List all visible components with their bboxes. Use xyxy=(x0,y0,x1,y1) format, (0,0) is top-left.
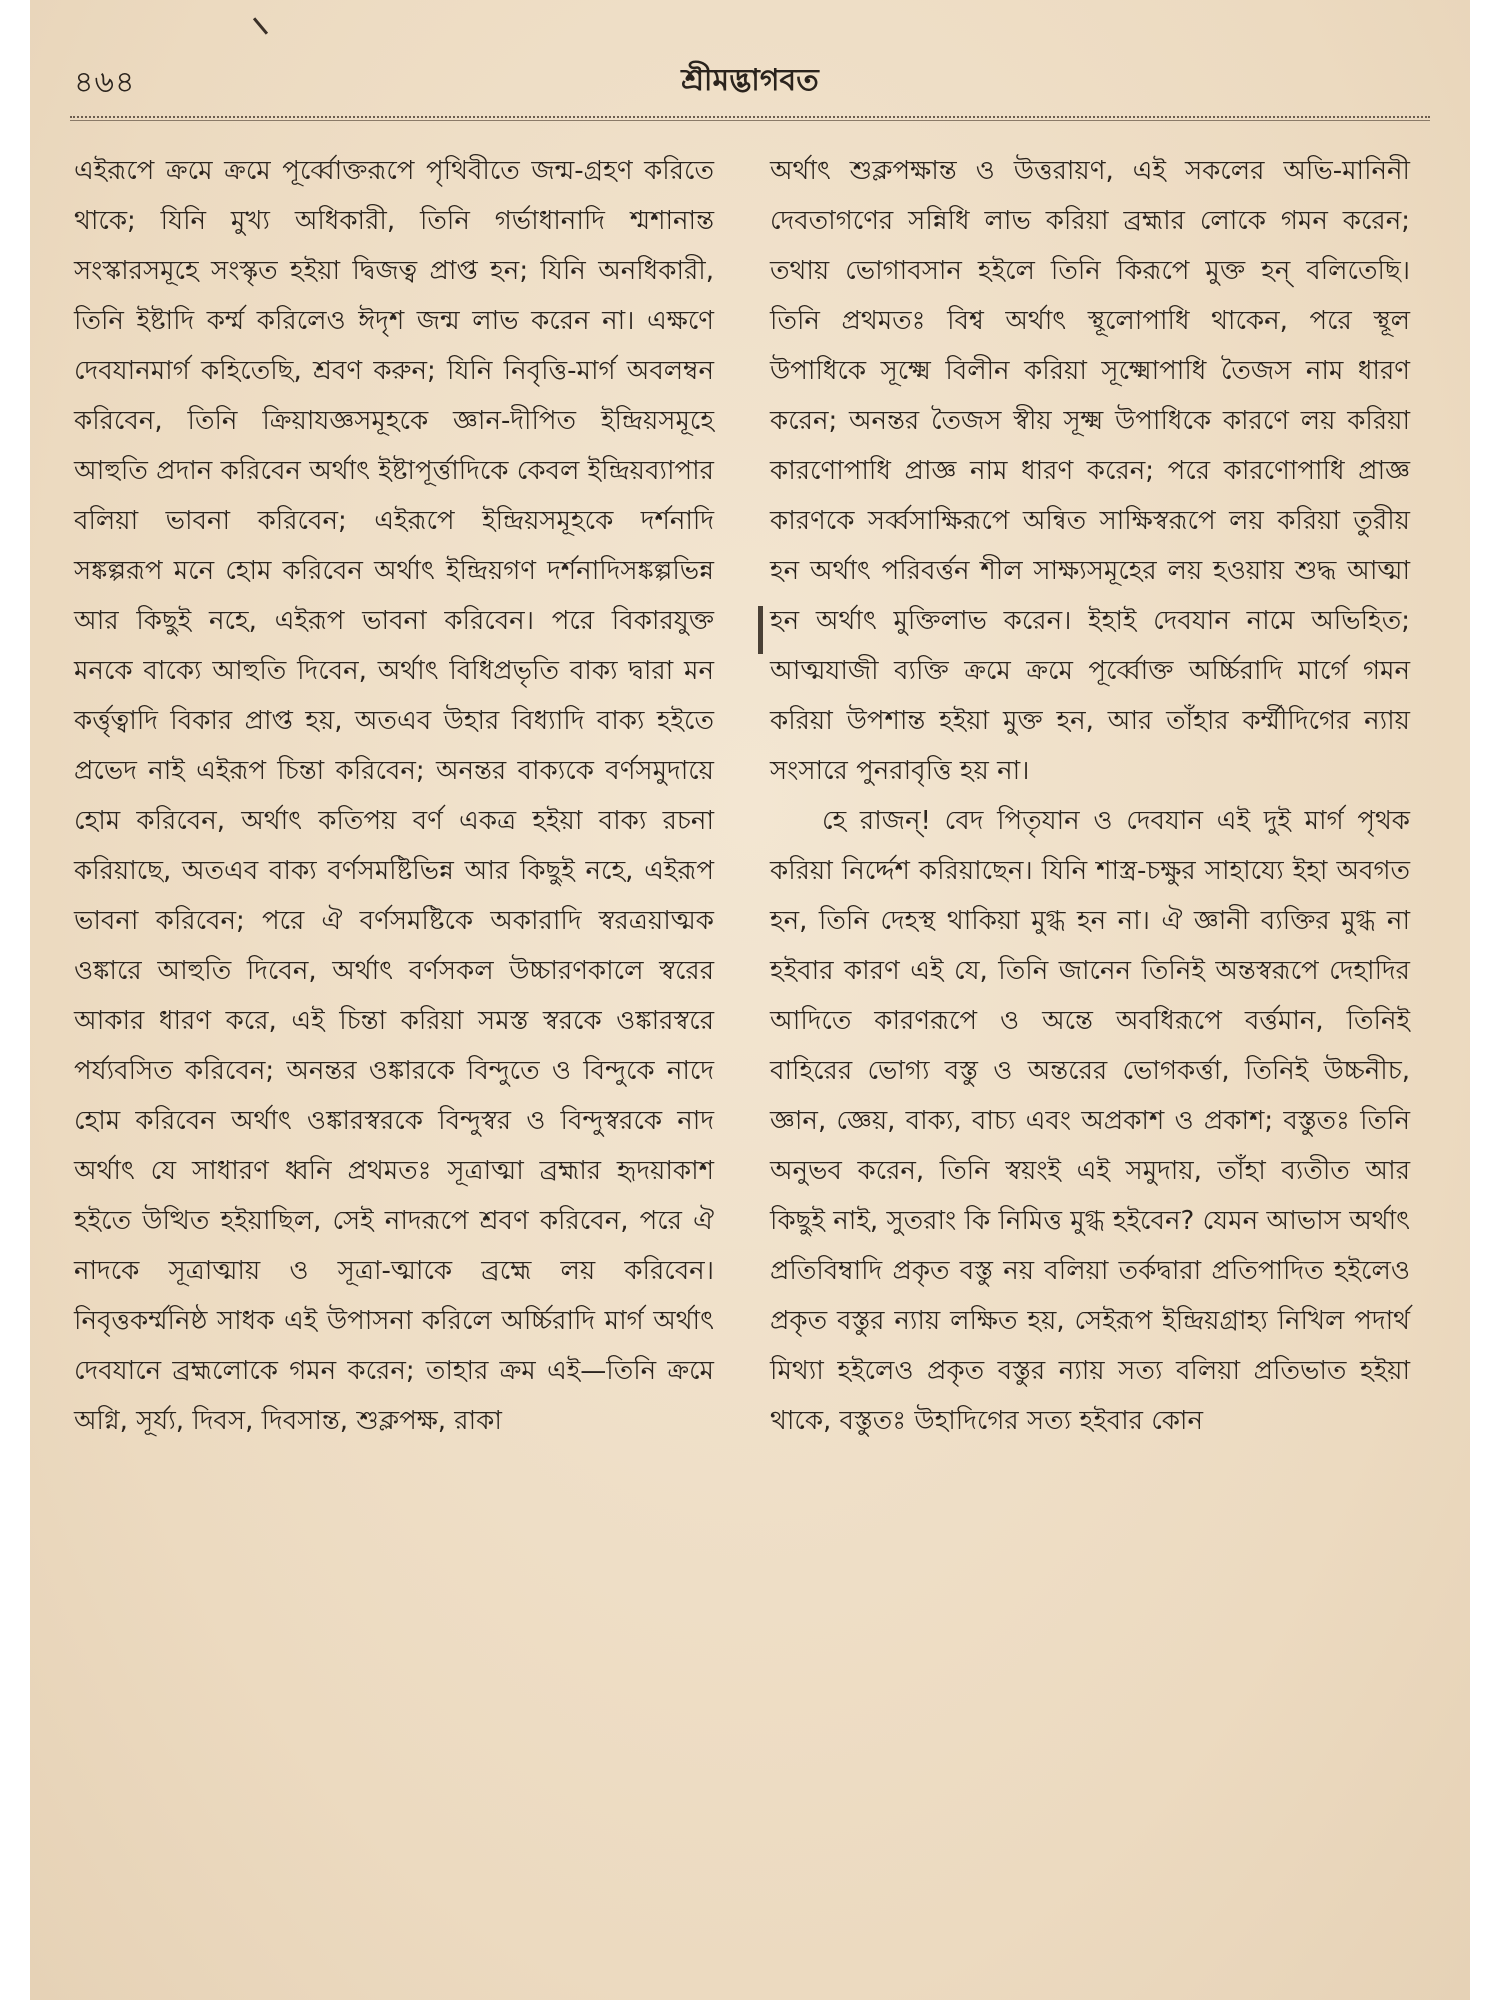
scan-artifact-mark xyxy=(758,606,763,654)
left-column xyxy=(74,146,714,1446)
right-column xyxy=(770,146,1410,1446)
page-number: ৪৬৪ xyxy=(74,65,136,100)
stray-ink-mark xyxy=(253,17,268,34)
right-paragraph-1: অর্থাৎ শুক্লপক্ষান্ত ও উত্তরায়ণ, এই সকলের অভি-মানিনী দেবতাগণের সন্নিধি লাভ করিয়া ব্রহ্মার লোকে গমন করেন; তথায় ভোগাবসান হইলে তিনি কিরূপে মুক্ত হন্ বলিতেছি। তিনি প্রথমতঃ বিশ্ব অর্থাৎ স্থূলোপাধি থাকেন, পরে স্থূল উপাধিকে সূক্ষ্মে বিলীন করিয়া সূক্ষ্মোপাধি তৈজস নাম ধারণ করেন; অনন্তর তৈজস স্বীয় সূক্ষ্ম উপাধিকে কারণে লয় করিয়া কারণোপাধি প্রাজ্ঞ নাম ধারণ করেন; পরে কারণোপাধি প্রাজ্ঞ কারণকে সর্ব্বসাক্ষিরূপে অন্বিত সাক্ষিস্বরূপে লয় করিয়া তুরীয় হন অর্থাৎ পরিবর্ত্তন শীল সাক্ষ্যসমূহের লয় হওয়ায় শুদ্ধ আত্মা হন অর্থাৎ মুক্তিলাভ করেন। ইহাই দেবযান নামে অভিহিত; আত্মযাজী ব্যক্তি ক্রমে ক্রমে পূর্ব্বোক্ত অর্চ্চিরাদি মার্গে গমন করিয়া উপশান্ত হইয়া মুক্ত হন, আর তাঁহার কর্ম্মীদিগের ন্যায় সংসারে পুনরাবৃত্তি হয় না। xyxy=(770,156,1410,786)
header-rule-line xyxy=(70,120,1430,121)
header-rule-dotted xyxy=(70,116,1430,118)
left-paragraph-1: এইরূপে ক্রমে ক্রমে পূর্ব্বোক্তরূপে পৃথিবীতে জন্ম-গ্রহণ করিতে থাকে; যিনি মুখ্য অধিকারী, তিনি গর্ভাধানাদি শ্মশানান্ত সংস্কারসমূহে সংস্কৃত হইয়া দ্বিজত্ব প্রাপ্ত হন; যিনি অনধিকারী, তিনি ইষ্টাদি কর্ম্ম করিলেও ঈদৃশ জন্ম লাভ করেন না। এক্ষণে দেবযানমার্গ কহিতেছি, শ্রবণ করুন; যিনি নিবৃত্তি-মার্গ অবলম্বন করিবেন, তিনি ক্রিয়াযজ্ঞসমূহকে জ্ঞান-দীপিত ইন্দ্রিয়সমূহে আহুতি প্রদান করিবেন অর্থাৎ ইষ্টাপূর্ত্তাদিকে কেবল ইন্দ্রিয়ব্যাপার বলিয়া ভাবনা করিবেন; এইরূপে ইন্দ্রিয়সমূহকে দর্শনাদি সঙ্কল্পরূপ মনে হোম করিবেন অর্থাৎ ইন্দ্রিয়গণ দর্শনাদিসঙ্কল্পভিন্ন আর কিছুই নহে, এইরূপ ভাবনা করিবেন। পরে বিকারযুক্ত মনকে বাক্যে আহুতি দিবেন, অর্থাৎ বিধিপ্রভৃতি বাক্য দ্বারা মন কর্ত্তৃত্বাদি বিকার প্রাপ্ত হয়, অতএব উহার বিধ্যাদি বাক্য হইতে প্রভেদ নাই এইরূপ চিন্তা করিবেন; অনন্তর বাক্যকে বর্ণসমুদায়ে হোম করিবেন, অর্থাৎ কতিপয় বর্ণ একত্র হইয়া বাক্য রচনা করিয়াছে, অতএব বাক্য বর্ণসমষ্টিভিন্ন আর কিছুই নহে, এইরূপ ভাবনা করিবেন; পরে ঐ বর্ণসমষ্টিকে অকারাদি স্বরত্রয়াত্মক ওঙ্কারে আহুতি দিবেন, অর্থাৎ বর্ণসকল উচ্চারণকালে স্বরের আকার ধারণ করে, এই চিন্তা করিয়া সমস্ত স্বরকে ওঙ্কারস্বরে পর্য্যবসিত করিবেন; অনন্তর ওঙ্কারকে বিন্দুতে ও বিন্দুকে নাদে হোম করিবেন অর্থাৎ ওঙ্কারস্বরকে বিন্দুস্বর ও বিন্দুস্বরকে নাদ অর্থাৎ যে সাধারণ ধ্বনি প্রথমতঃ সূত্রাত্মা ব্রহ্মার হৃদয়াকাশ হইতে উত্থিত হইয়াছিল, সেই নাদরূপে শ্রবণ করিবেন, পরে ঐ নাদকে সূত্রাত্মায় ও সূত্রা-ত্মাকে ব্রহ্মে লয় করিবেন। নিবৃত্তকর্ম্মনিষ্ঠ সাধক এই উপাসনা করিলে অর্চ্চিরাদি মার্গ অর্থাৎ দেবযানে ব্রহ্মলোকে গমন করেন; তাহার ক্রম এই—তিনি ক্রমে অগ্নি, সূর্য্য, দিবস, দিবসান্ত, শুক্লপক্ষ, রাকা xyxy=(74,156,714,1436)
right-paragraph-2: হে রাজন্! বেদ পিতৃযান ও দেবযান এই দুই মার্গ পৃথক করিয়া নির্দ্দেশ করিয়াছেন। যিনি শাস্ত্র-চক্ষুর সাহায্যে ইহা অবগত হন, তিনি দেহস্থ থাকিয়া মুগ্ধ হন না। ঐ জ্ঞানী ব্যক্তির মুগ্ধ না হইবার কারণ এই যে, তিনি জানেন তিনিই অন্তস্বরূপে দেহাদির আদিতে কারণরূপে ও অন্তে অবধিরূপে বর্ত্তমান, তিনিই বাহিরের ভোগ্য বস্তু ও অন্তরের ভোগকর্ত্তা, তিনিই উচ্চনীচ, জ্ঞান, জ্ঞেয়, বাক্য, বাচ্য এবং অপ্রকাশ ও প্রকাশ; বস্তুতঃ তিনি অনুভব করেন, তিনি স্বয়ংই এই সমুদায়, তাঁহা ব্যতীত আর কিছুই নাই, সুতরাং কি নিমিত্ত মুগ্ধ হইবেন? যেমন আভাস অর্থাৎ প্রতিবিম্বাদি প্রকৃত বস্তু নয় বলিয়া তর্কদ্বারা প্রতিপাদিত হইলেও প্রকৃত বস্তুর ন্যায় লক্ষিত হয়, সেইরূপ ইন্দ্রিয়গ্রাহ্য নিখিল পদার্থ মিথ্যা হইলেও প্রকৃত বস্তুর ন্যায় সত্য বলিয়া প্রতিভাত হইয়া থাকে, বস্তুতঃ উহাদিগের সত্য হইবার কোন xyxy=(770,806,1410,1436)
book-page xyxy=(30,0,1470,2000)
running-title: শ্রীমদ্ভাগবত xyxy=(681,63,819,98)
